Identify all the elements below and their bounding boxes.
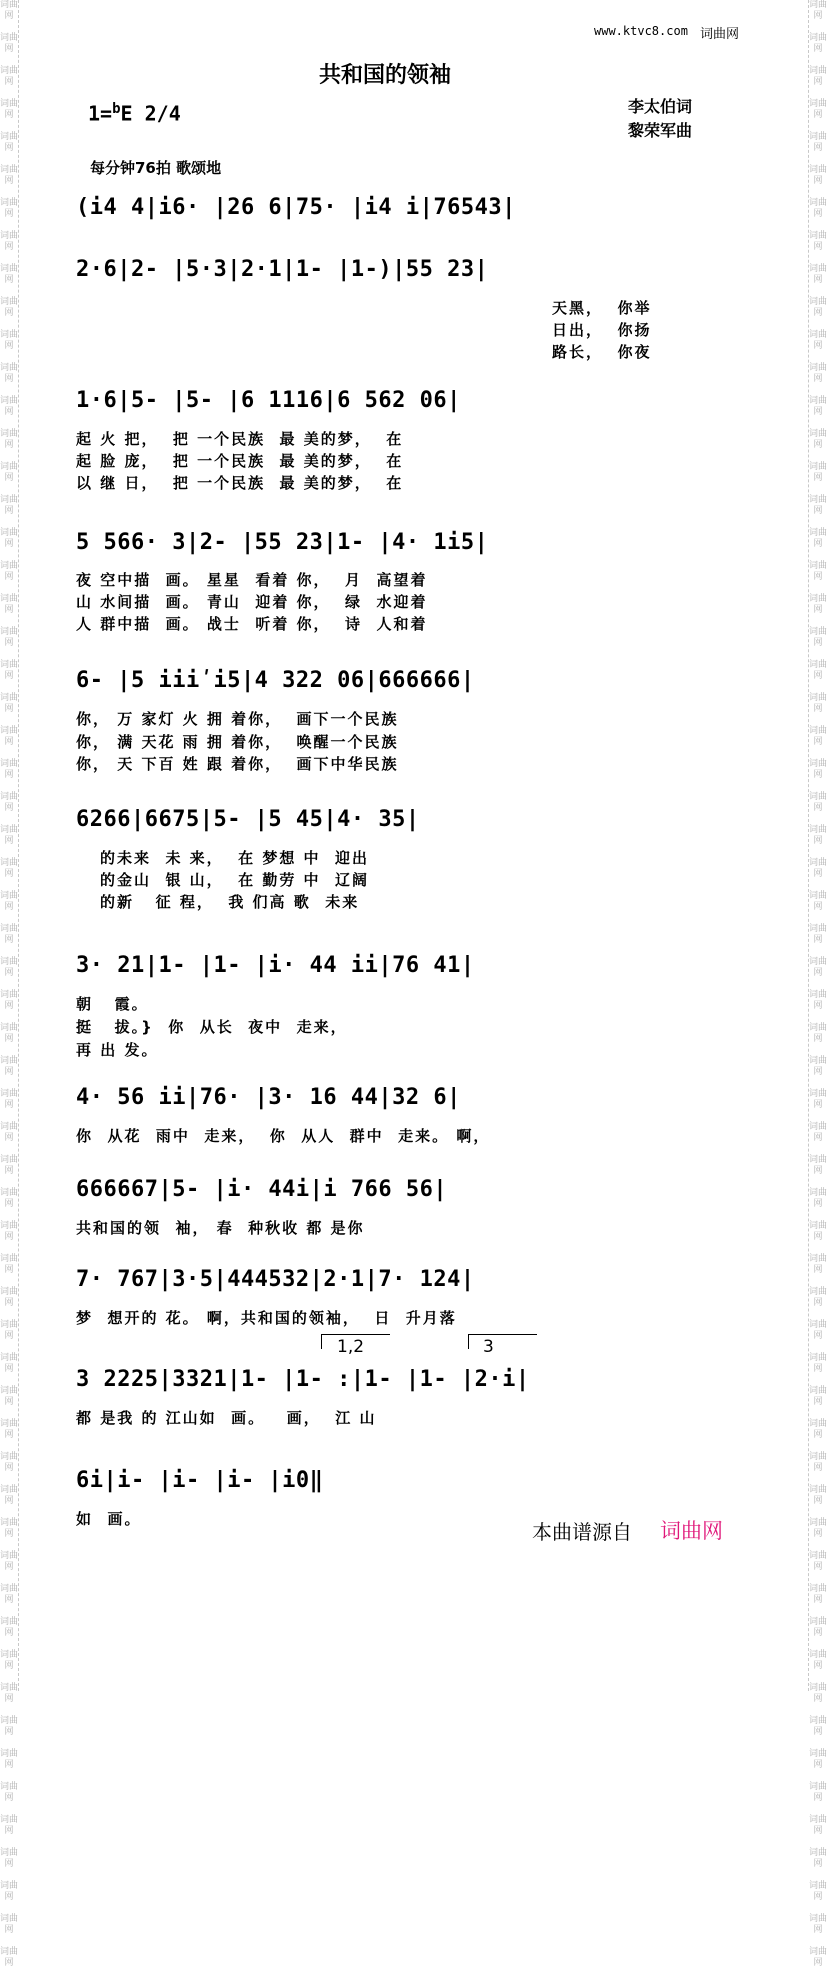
lyric-line-7-verse-3: 再 出 发。 (76, 1041, 159, 1059)
lyric-line-11: 都 是我 的 江山如 画。 画， 江 山 (76, 1409, 377, 1427)
notation-line-8: 4· 56 ii|76· |3· 16 44|32 6| (76, 1085, 461, 1110)
notation-line-10: 7· 767|3·5|444532|2·1|7· 124| (76, 1267, 475, 1292)
notation-line-6: 6266|6675|5- |5 45|4· 35| (76, 807, 420, 832)
lyric-line-5-verse-3: 你， 天 下百 姓 跟 着你， 画下中华民族 (76, 755, 399, 773)
site-url[interactable]: www.ktvc8.com (594, 24, 688, 38)
right-watermark-strip: 词曲网 词曲网 词曲网 词曲网 词曲网 词曲网 词曲网 词曲网 词曲网 词曲网 词曲网 词曲网 词曲网 词曲网 词曲网 词曲网 词曲网 词曲网 词曲网 词曲网 词曲网 词曲网 词曲网 词曲网 词曲网 词曲网 词曲网 词曲网 词曲网 词曲网 词曲网 词曲网 词曲网 词曲网 词曲网 词曲网 词曲网 词曲网 词曲网 词曲网 词曲网 词曲网 词曲网 词曲网 词曲网 词曲网 词曲网 词曲网 词曲网 词曲网 词曲网 词曲网 词曲网 词曲网 词曲网 词曲网 词曲网 词曲网 词曲网 词曲网 (809, 0, 827, 1968)
lyric-line-8: 你 从花 雨中 走来， 你 从人 群中 走来。 啊， (76, 1127, 491, 1145)
notation-line-12: 6i|i- |i- |i- |i0‖ (76, 1468, 324, 1493)
lyric-line-4-verse-1: 夜 空中描 画。 星星 看着 你， 月 高望着 (76, 571, 428, 589)
notation-line-1: (i4 4|i6· |26 6|75· |i4 i|76543| (76, 195, 516, 220)
lyric-line-6-verse-3: 的新 征 程， 我 们高 歌 未来 (100, 893, 360, 911)
lyric-line-12: 如 画。 (76, 1510, 142, 1528)
lyric-line-4-verse-3: 人 群中描 画。 战士 听着 你， 诗 人和着 (76, 615, 428, 633)
lyric-line-4-verse-2: 山 水间描 画。 青山 迎着 你， 绿 水迎着 (76, 593, 428, 611)
lyric-line-3-verse-3: 以 继 日， 把 一个民族 最 美的梦， 在 (76, 474, 404, 492)
meter: 2/4 (144, 101, 181, 126)
notation-line-7: 3· 21|1- |1- |i· 44 ii|76 41| (76, 953, 475, 978)
key-letter: E (120, 101, 133, 126)
site-name[interactable]: 词曲网 (700, 27, 740, 42)
lyric-line-5-verse-1: 你， 万 家灯 火 拥 着你， 画下一个民族 (76, 710, 399, 728)
flat-sign: b (112, 101, 121, 117)
lyric-line-6-verse-2: 的金山 银 山， 在 勤劳 中 辽阔 (100, 871, 370, 889)
key-prefix: 1= (88, 101, 113, 126)
lyric-line-9: 共和国的领 袖， 春 种秋收 都 是你 (76, 1219, 365, 1237)
song-title: 共和国的领袖 (319, 63, 452, 88)
notation-line-11: 3 2225|3321|1- |1- :|1- |1- |2·i| (76, 1367, 530, 1392)
lyric-line-7-verse-2: 挺 拔。} 你 从长 夜中 走来， (76, 1018, 348, 1036)
lyric-line-2-verse-3: 路长， 你夜 (552, 343, 652, 361)
lyric-line-2-verse-2: 日出， 你扬 (552, 321, 652, 339)
footer-brand-link[interactable]: 词曲网 (660, 1519, 723, 1543)
notation-line-2: 2·6|2- |5·3|2·1|1- |1-)|55 23| (76, 257, 489, 282)
notation-line-5: 6- |5 iiiʹi5|4 322 06|666666| (76, 668, 475, 693)
second-ending-label: 3 (483, 1337, 494, 1357)
lyric-line-2-verse-1: 天黑， 你举 (552, 299, 652, 317)
lyric-line-5-verse-2: 你， 满 天花 雨 拥 着你， 唤醒一个民族 (76, 733, 399, 751)
notation-line-4: 5 566· 3|2- |55 23|1- |4· 1i5| (76, 530, 489, 555)
composer: 黎荣军曲 (628, 121, 693, 140)
lyric-line-6-verse-1: 的未来 未 来， 在 梦想 中 迎出 (100, 849, 370, 867)
notation-line-3: 1·6|5- |5- |6 1116|6 562 06| (76, 388, 461, 413)
second-ending-bracket (468, 1334, 537, 1349)
lyric-line-3-verse-2: 起 脸 庞， 把 一个民族 最 美的梦， 在 (76, 452, 404, 470)
lyric-line-7-verse-1: 朝 霞。 (76, 995, 149, 1013)
lyric-line-3-verse-1: 起 火 把， 把 一个民族 最 美的梦， 在 (76, 430, 404, 448)
lyricist: 李太伯词 (628, 97, 693, 116)
first-ending-label: 1,2 (337, 1337, 365, 1357)
left-watermark-strip: 词曲网 词曲网 词曲网 词曲网 词曲网 词曲网 词曲网 词曲网 词曲网 词曲网 词曲网 词曲网 词曲网 词曲网 词曲网 词曲网 词曲网 词曲网 词曲网 词曲网 词曲网 词曲网 词曲网 词曲网 词曲网 词曲网 词曲网 词曲网 词曲网 词曲网 词曲网 词曲网 词曲网 词曲网 词曲网 词曲网 词曲网 词曲网 词曲网 词曲网 词曲网 词曲网 词曲网 词曲网 词曲网 词曲网 词曲网 词曲网 词曲网 词曲网 词曲网 词曲网 词曲网 词曲网 词曲网 词曲网 词曲网 词曲网 词曲网 词曲网 (0, 0, 19, 1968)
lyric-line-10: 梦 想开的 花。 啊，共和国的领袖， 日 升月落 (76, 1309, 457, 1327)
key-signature (88, 101, 181, 126)
footer-source-label: 本曲谱源自 (532, 1520, 632, 1544)
tempo-marking: 每分钟76拍 歌颂地 (90, 159, 222, 177)
notation-line-9: 666667|5- |i· 44i|i 766 56| (76, 1177, 448, 1202)
